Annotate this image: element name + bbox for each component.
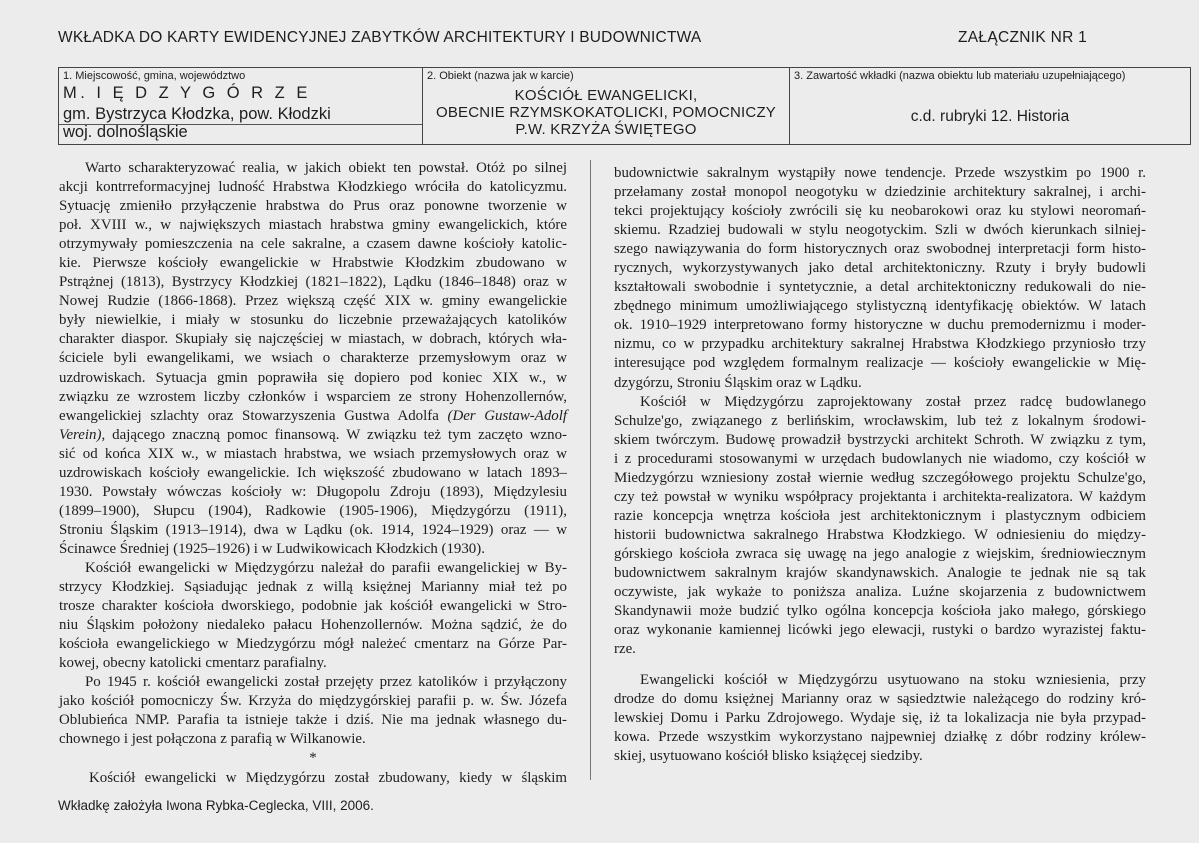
text-line: interesujące pod względem formalnym realizacje — kościoły ewangelickie w Mię-: [614, 355, 1146, 372]
text-line: Sytuację zmieniło przyłączenie hrabstwa do Prus oraz ponowne tworzenie w: [59, 198, 567, 215]
text-line: nizmu, co w przypadku architektury sakralnej Hrabstwa Kłodzkiego przyniosło trzy: [614, 336, 1146, 353]
object-name-line: KOŚCIÓŁ EWANGELICKI,: [514, 87, 698, 104]
text-line: razie koncepcja wnętrza kościoła jest architektonicznym i plastycznym odbiciem: [614, 507, 1146, 524]
german-society-name: (Der Gustaw-Adolf: [447, 407, 567, 424]
text-line: uzdrowiskach. Sytuacja gmin poprawiła się dopiero pod koniec XIX w., w: [59, 369, 567, 386]
text-line: Kościół w Międzygórzu zaprojektowany został przez radcę budowlanego: [640, 393, 1146, 410]
text-line: budownictwie sakralnym wystąpiły nowe tendencje. Przede wszystkim po 1900 r.: [614, 165, 1146, 181]
text-line: historii budownictwa sakralnego Hrabstwa Kłodzkiego. W odniesieniu do między-: [614, 526, 1146, 543]
text-line: skiem twórczym. Budowę prowadził bystrzycki architekt Schroth. W związku z tym,: [614, 431, 1146, 448]
text-line: górskiego kościoła zwraca się uwagę na jego analogie z wiejskim, średniowiecznym: [614, 545, 1146, 562]
text-line: Schulze'go, związanego z berlińskim, wrocławskim, lub też z lokalnym środowi-: [614, 412, 1146, 429]
text-line: kształtowali swobodnie i syntetycznie, a detal architektoniczny redukowali do nie-: [614, 279, 1146, 296]
right-text-column: [614, 164, 1146, 766]
text-line: sić od końca XIX w., w miastach hrabstwa, we wsiach przemysłowych oraz w: [59, 445, 567, 462]
section-separator: *: [309, 750, 317, 767]
text-line: zbędnego minimum umożliwiającego stylistyczną identyfikację obiektów. W latach: [614, 298, 1146, 315]
text-line: ok. 1910–1929 interpretowano formy historyczne w duchu premodernizmu i moder-: [614, 317, 1146, 334]
text-line: lewskiej Domu i Parku Zdrojowego. Wydaje się, iż ta lokalizacja nie była przypad-: [614, 710, 1146, 727]
text-line: strzycy Kłodzkiej. Sąsiadując jednak z willą księżnej Marianny miał też po: [59, 579, 567, 596]
text-line: ewangelickiej szlachty oraz Stowarzyszenia Gustwa Adolfa (Der Gustaw-Adolf: [59, 407, 567, 424]
text-line: niu Śląskim położony niedaleko pałacu Hohenzollernów. Można sądzić, że do: [59, 617, 567, 634]
text-line: związku ze wzrostem liczby członków i wsparciem ze strony Hohenzollernów,: [59, 388, 567, 405]
content-cell: [790, 68, 1190, 144]
annex-number: ZAŁĄCZNIK NR 1: [958, 29, 1088, 46]
text-line: 1930. Powstały wówczas kościoły w: Długopolu Zdroju (1893), Międzylesiu: [59, 483, 567, 500]
text-line: tekci projektujący kościoły zwrócili się ku neobarokowi oraz ku stylowi neoromań-: [614, 203, 1146, 220]
document-title: WKŁADKA DO KARTY EWIDENCYJNEJ ZABYTKÓW ARCHITEKTURY I BUDOWNICTWA: [58, 29, 702, 46]
text-line: charakter diaspor. Skupiały się najczęściej w miastach, w dobrach, których wła-: [59, 331, 567, 348]
location-label: 1. Miejscowość, gmina, województwo: [63, 70, 246, 82]
text-line: dzygórzu, Stroniu Śląskim oraz w Lądku.: [614, 374, 862, 391]
text-line: i z procedurami stosowanymi w urzędach budowlanych nie wiadomo, czy kościół w: [614, 450, 1146, 467]
text-line: Oblubieńca NMP. Parafia ta istnieje także i dziś. Nie ma jednak własnego du-: [59, 712, 567, 729]
location-gmina: gm. Bystrzyca Kłodzka, pow. Kłodzki: [63, 105, 331, 123]
text-line: ściciele byli ewangelikami, we wsiach o charakterze przemysłowym oraz w: [59, 350, 567, 367]
text-line: Nowej Rudzie (1866-1868). Przez większą część XIX w. gminy ewangelickie: [59, 293, 567, 310]
footer-author-note: Wkładkę założyła Iwona Rybka-Ceglecka, VIII, 2006.: [58, 798, 374, 813]
left-text-column: [59, 159, 567, 788]
text-line: Kościół ewangelicki w Międzygórzu został zbudowany, kiedy w śląskim: [89, 769, 567, 786]
content-label: 3. Zawartość wkładki (nazwa obiektu lub materiału uzupełniającego): [794, 70, 1126, 82]
content-value: c.d. rubryki 12. Historia: [910, 108, 1070, 125]
text-line: Stroniu Śląskim (1913–1914), dwa w Lądku (ok. 1914, 1924–1929) oraz — w: [59, 521, 567, 538]
text-line: Miedzygórzu wzniesiony został wiernie według szczegółowego projektu Schulze'go,: [614, 469, 1146, 486]
text-line: uzdrowiskach kościoły ewangelickie. Ich większość zbudowano w latach 1893–: [59, 464, 567, 481]
text-line: oczywiste, jak wykaże to poniższa analiza. Luźne skojarzenia z budownictwem: [614, 584, 1146, 601]
text-line: Po 1945 r. kościół ewangelicki został przejęty przez katolików i przyłączony: [85, 674, 567, 691]
text-line: rycznych, wykorzystywanych jako detal architektoniczny. Rzuty i bryły budowli: [614, 260, 1146, 277]
text-line: były niewielkie, i miały w stosunku do liczebnie przeważających katolików: [59, 312, 567, 329]
text-line: Pstrążnej (1813), Bystrzycy Kłodzkiej (1821–1822), Lądku (1846–1848) oraz w: [59, 274, 567, 291]
text-line: trosze charakter kościoła dworskiego, podobnie jak kościół ewangelicki w Stro-: [59, 598, 567, 615]
text-line: oraz wykonanie kamiennej licówki jego elewacji, rustyki o bardzo wyrazistej faktu-: [614, 622, 1146, 639]
text-line: kowej, obecny katolicki cmentarz parafialny.: [59, 655, 327, 672]
text-line: poł. XVIII w., w największych miastach hrabstwa gminy ewangelickich, które: [59, 217, 567, 234]
location-cell: [59, 68, 423, 144]
text-line: Verein), dającego znaczną pomoc finansową. W związku też tym zaczęto wzno-: [59, 426, 567, 443]
text-line: skiej, usytuowano kościół blisko książęcej siedziby.: [614, 748, 923, 765]
text-line: Warto scharakteryzować realia, w jakich obiekt ten powstał. Otóż po silnej: [85, 160, 567, 176]
text-line: rze.: [614, 641, 636, 658]
text-line: Ścinawce Średniej (1925–1926) i w Ludwikowicach Kłodzkich (1930).: [59, 540, 485, 557]
location-voivodeship: woj. dolnośląskie: [63, 123, 188, 141]
text-line: czy też powstał w wyniku współpracy projektanta i architekta-realizatora. W każdym: [614, 488, 1146, 505]
text-line: Skandynawii może budzić tylko ogólna koncepcja kościoła jako małego, górskiego: [614, 603, 1146, 620]
location-town: M. I Ę D Z Y G Ó R Z E: [63, 84, 311, 102]
text-line: kie. Pierwsze kościoły ewangelickie w Hrabstwie Kłodzkim zbudowano w: [59, 255, 567, 272]
object-label: 2. Obiekt (nazwa jak w karcie): [427, 70, 574, 82]
text-line: chownego i jest połączona z parafią w Wilkanowie.: [59, 731, 366, 748]
text-line: szego nawiązywania do form historycznych oraz swobodnej interpretacji form histo-: [614, 241, 1146, 258]
text-line: przełamany został monopol neogotyku w dziedzinie architektury sakralnej, i archi-: [614, 184, 1146, 201]
text-line: drodze do domu księżnej Marianny oraz w sąsiedztwie należącego do rodziny kró-: [614, 691, 1146, 708]
german-society-name: Verein): [59, 426, 102, 443]
object-name-line: OBECNIE RZYMSKOKATOLICKI, POMOCNICZY: [435, 104, 777, 121]
text-line: Ewangelicki kościół w Międzygórzu usytuowano na stoku wzniesienia, przy: [640, 672, 1146, 689]
object-name-line: P.W. KRZYŻA ŚWIĘTEGO: [515, 121, 697, 138]
text-line: Kościół ewangelicki w Międzygórzu należał do parafii ewangelickiej w By-: [85, 559, 567, 576]
text-line: kościoła ewangelickiego w Miedzygórzu mógł należeć cmentarz na Górze Par-: [59, 636, 567, 653]
text-line: jako kościół pomocniczy Św. Krzyża do międzygórskiej parafii p. w. Św. Józefa: [59, 693, 567, 710]
column-divider: [590, 160, 591, 780]
text-line: skiemu. Rzadziej budowali w stylu neogotyckim. Szli w dwóch kierunkach silniej-: [614, 222, 1146, 239]
text-line: kowa. Przede wszystkim wykorzystano najpewniej działkę z dóbr rodziny królew-: [614, 729, 1146, 746]
text-line: (1899–1900), Słupcu (1904), Radkowie (1905-1906), Międzygórzu (1911),: [59, 502, 567, 519]
text-line: otrzymywały pomieszczenia na cele sakralne, a czasem dawne kościoły katolic-: [59, 236, 567, 253]
object-cell: [423, 68, 790, 144]
text-line: budownictwem sakralnym krajów skandynawskich. Analogie te jednak nie są tak: [614, 564, 1146, 581]
text-line: akcji kontrreformacyjnej ludność Hrabstwa Kłodzkiego wróciła do katolicyzmu.: [59, 179, 567, 196]
header-box: [58, 67, 1191, 145]
